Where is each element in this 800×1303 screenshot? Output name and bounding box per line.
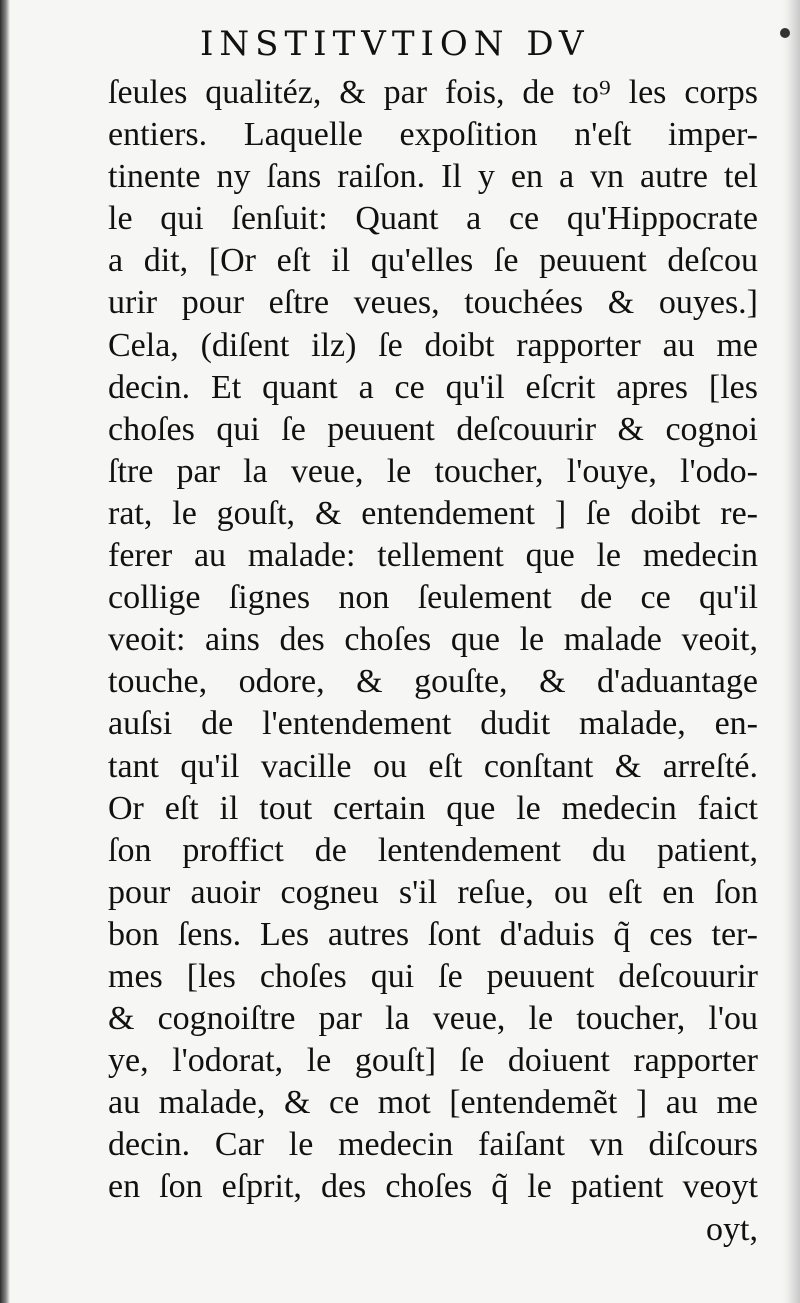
text-line: pour auoir cogneu s'il reſue, ou eſt en ſon bbox=[108, 873, 758, 911]
text-line: touche, odore, & gouſte, & d'aduantage bbox=[108, 663, 758, 701]
text-line: choſes qui ſe peuuent deſcouurir & cognoi bbox=[108, 410, 758, 448]
text-line: veoit: ains des choſes que le malade veoit, bbox=[108, 621, 758, 659]
text-line: urir pour eſtre veues, touchées & ouyes.] bbox=[108, 284, 758, 322]
catchword: oyt, bbox=[706, 1210, 758, 1248]
page-gutter-shadow bbox=[0, 0, 10, 1303]
text-line: ye, l'odorat, le gouſt] ſe doiuent rapporter bbox=[108, 1042, 758, 1080]
text-line: mes [les choſes qui ſe peuuent deſcouurir bbox=[108, 957, 758, 995]
text-line: Or eſt il tout certain que le medecin faict bbox=[108, 789, 758, 827]
text-line: decin. Car le medecin faiſant vn diſcours bbox=[108, 1126, 758, 1164]
text-line: tinente ny ſans raiſon. Il y en a vn autre tel bbox=[108, 158, 758, 196]
text-line: en ſon eſprit, des choſes q̃ le patient veoyt bbox=[108, 1168, 758, 1206]
ink-speck bbox=[780, 28, 790, 38]
text-line: decin. Et quant a ce qu'il eſcrit apres [les bbox=[108, 368, 758, 406]
page-edge bbox=[782, 0, 800, 1303]
text-line: ferer au malade: tellement que le medecin bbox=[108, 537, 758, 575]
text-line: tant qu'il vacille ou eſt conſtant & arreſté. bbox=[108, 747, 758, 785]
text-line: ſtre par la veue, le toucher, l'ouye, l'odo- bbox=[108, 452, 758, 490]
running-head: INSTITVTION DV bbox=[200, 24, 590, 64]
text-line: rat, le gouſt, & entendement ] ſe doibt re- bbox=[108, 494, 758, 532]
text-line: au malade, & ce mot [entendemẽt ] au me bbox=[108, 1084, 758, 1122]
text-line: auſsi de l'entendement dudit malade, en- bbox=[108, 705, 758, 743]
text-line: ſeules qualitéz, & par fois, de to⁹ les corps bbox=[108, 74, 758, 111]
text-line: bon ſens. Les autres ſont d'aduis q̃ ces ter- bbox=[108, 915, 758, 953]
text-line: le qui ſenſuit: Quant a ce qu'Hippocrate bbox=[108, 200, 758, 238]
text-line: Cela, (diſent ilz) ſe doibt rapporter au me bbox=[108, 326, 758, 364]
body-text bbox=[108, 72, 758, 1251]
text-line: ſon proffict de lentendement du patient, bbox=[108, 831, 758, 869]
text-line: collige ſignes non ſeulement de ce qu'il bbox=[108, 579, 758, 617]
text-line: a dit, [Or eſt il qu'elles ſe peuuent deſcou bbox=[108, 242, 758, 280]
text-line: entiers. Laquelle expoſition n'eſt imper- bbox=[108, 116, 758, 154]
text-line: & cognoiſtre par la veue, le toucher, l'ou bbox=[108, 1000, 758, 1038]
